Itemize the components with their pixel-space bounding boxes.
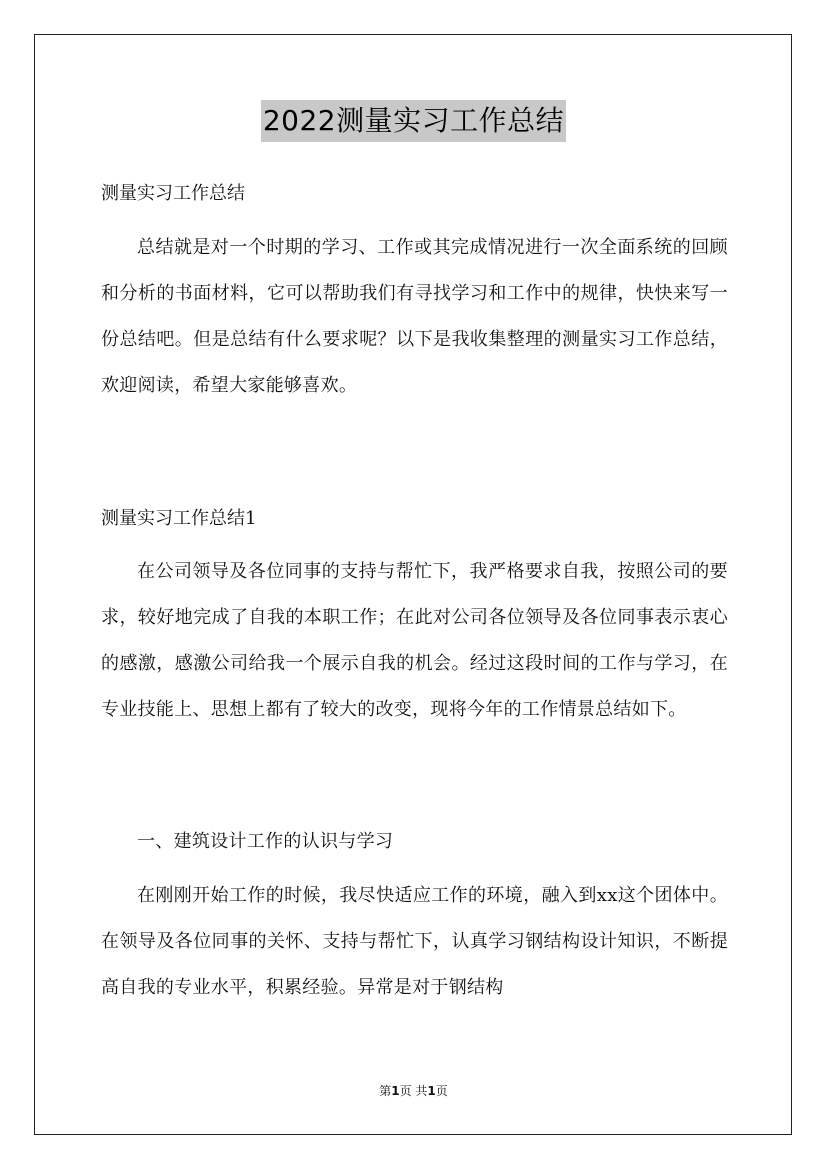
footer-mid: 页 共 (399, 1084, 428, 1098)
section-heading-1: 测量实习工作总结1 (101, 508, 257, 529)
section-1-paragraph-1: 在公司领导及各位同事的支持与帮忙下，我严格要求自我，按照公司的要求，较好地完成了自我的本职工作；在此对公司各位领导及各位同事表示衷心的感激，感激公司给我一个展示自我的机会。经过这段时间的工作与学习，在专业技能上、思想上都有了较大的改变，现将今年的工作情景总结如下。 (101, 561, 728, 720)
document-subtitle: 测量实习工作总结 (101, 183, 245, 204)
footer-page-total: 1 (427, 1084, 436, 1098)
page-footer (0, 1082, 827, 1099)
document-title-container (0, 100, 827, 142)
sub-heading-1: 一、建筑设计工作的认识与学习 (137, 831, 394, 852)
intro-paragraph: 总结就是对一个时期的学习、工作或其完成情况进行一次全面系统的回顾和分析的书面材料，它可以帮助我们有寻找学习和工作中的规律，快快来写一份总结吧。但是总结有什么要求呢？以下是我收集整理的测量实习工作总结，欢迎阅读，希望大家能够喜欢。 (101, 237, 728, 396)
footer-prefix: 第 (379, 1084, 392, 1098)
footer-suffix: 页 (435, 1084, 448, 1098)
document-title: 2022测量实习工作总结 (261, 100, 566, 142)
footer-page-number: 1 (391, 1084, 400, 1098)
section-1-paragraph-2: 在刚刚开始工作的时候，我尽快适应工作的环境，融入到xx这个团体中。在领导及各位同事的关怀、支持与帮忙下，认真学习钢结构设计知识，不断提高自我的专业水平，积累经验。异常是对于钢结构 (101, 885, 728, 998)
